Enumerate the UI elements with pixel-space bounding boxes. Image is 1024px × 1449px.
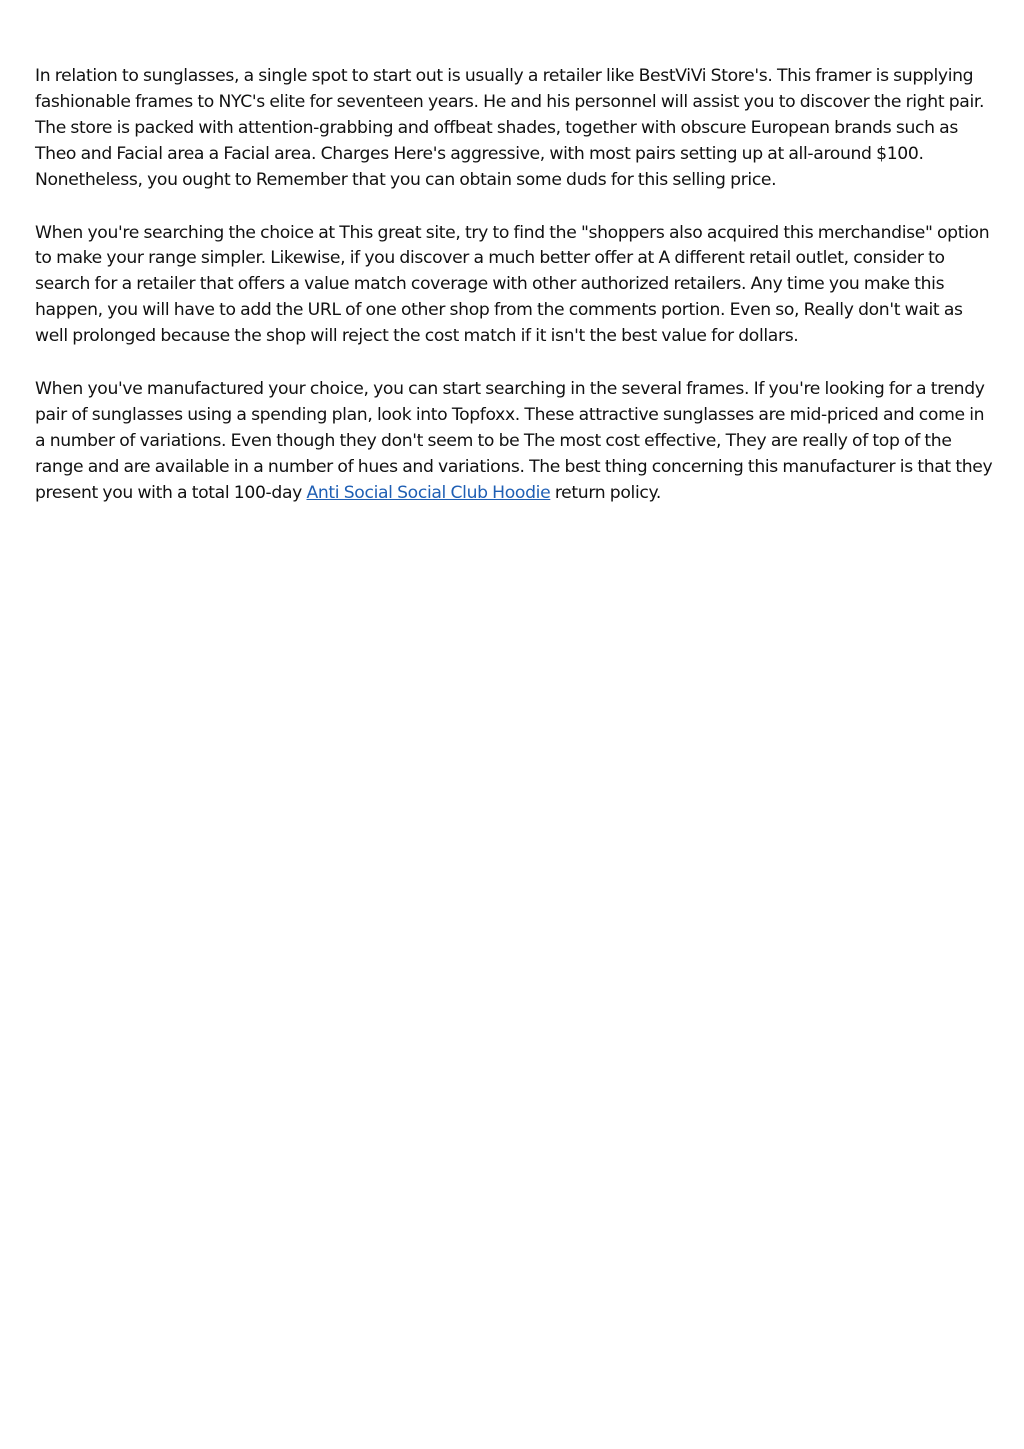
paragraph-2: When you're searching the choice at This great site, try to find the "shoppers also acquired this merchandise" option to make your range simpler. Likewise, if you discover a much better offer at A different retail outlet, consider to search for a retailer that offers a value match coverage with other authorized retailers. Any time you make this happen, you will have to add the URL of one other shop from the comments portion. Even so, Really don't wait as well prolonged because the shop will reject the cost match if it isn't the best value for dollars. (35, 222, 990, 347)
document-body (35, 64, 995, 534)
paragraph-1: In relation to sunglasses, a single spot to start out is usually a retailer like BestViVi Store's. This framer is supplying fashionable frames to NYC's elite for seventeen years. He and his personnel will assist you to discover the right pair. The store is packed with attention-grabbing and offbeat shades, together with obscure European brands such as Theo and Facial area a Facial area. Charges Here's aggressive, with most pairs setting up at all-around $100. Nonetheless, you ought to Remember that you can obtain some duds for this selling price. (35, 66, 985, 190)
anti-social-social-club-hoodie-link[interactable]: Anti Social Social Club Hoodie (306, 482, 551, 503)
paragraph-3-text-before-link: When you've manufactured your choice, you can start searching in the several frames. If you're looking for a trendy pair of sunglasses using a spending plan, look into Topfoxx. These attractive sunglasses are mid-priced and come in a number of variations. Even though they don't seem to be The most cost effective, They are really of top of the range and are available in a number of hues and variations. The best thing concerning this manufacturer is that they present you with a total 100-day (35, 379, 993, 503)
paragraph-3 (35, 377, 995, 507)
paragraph-3-text-after-link: return policy. (550, 482, 661, 503)
